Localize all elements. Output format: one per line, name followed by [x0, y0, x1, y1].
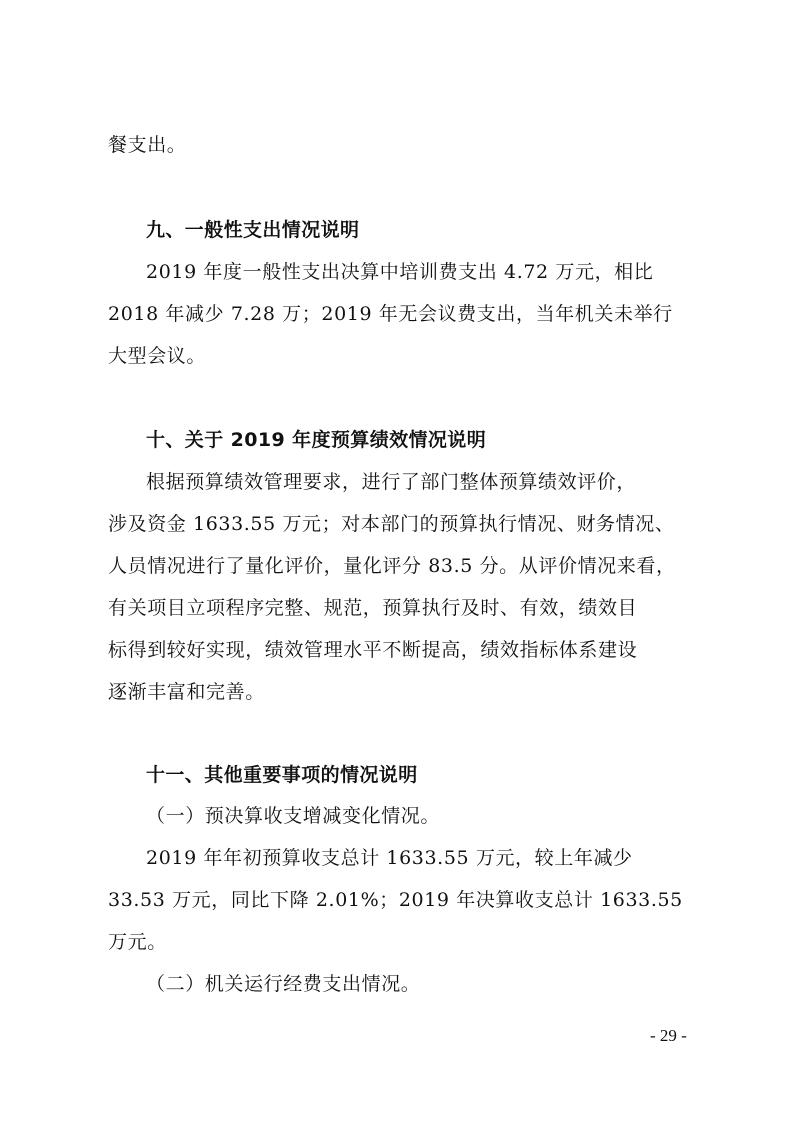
text-line: 2018 年减少 7.28 万；2019 年无会议费支出，当年机关未举行: [108, 303, 673, 325]
text-line: 餐支出。: [108, 134, 187, 156]
text-line: 2019 年度一般性支出决算中培训费支出 4.72 万元，相比: [146, 261, 654, 283]
section-heading-9: 九、一般性支出情况说明: [146, 219, 360, 241]
text-line: 涉及资金 1633.55 万元；对本部门的预算执行情况、财务情况、: [108, 513, 675, 535]
text-line: 大型会议。: [108, 345, 207, 367]
text-line: 有关项目立项程序完整、规范，预算执行及时、有效，绩效目: [108, 597, 638, 619]
text-line: 万元。: [108, 931, 167, 953]
text-line: 标得到较好实现，绩效管理水平不断提高，绩效指标体系建设: [108, 639, 638, 661]
text-line: 逐渐丰富和完善。: [108, 681, 265, 703]
subheading-2: （二）机关运行经费支出情况。: [146, 973, 421, 995]
text-line: 2019 年年初预算收支总计 1633.55 万元，较上年减少: [146, 847, 633, 869]
text-line: 33.53 万元，同比下降 2.01%；2019 年决算收支总计 1633.55: [108, 889, 683, 911]
subheading-1: （一）预决算收支增减变化情况。: [146, 805, 441, 827]
section-heading-11: 十一、其他重要事项的情况说明: [146, 764, 418, 786]
page-number: - 29 -: [650, 1026, 687, 1045]
text-line: 根据预算绩效管理要求，进行了部门整体预算绩效评价，: [146, 471, 637, 493]
text-line: 人员情况进行了量化评价，量化评分 83.5 分。从评价情况来看，: [108, 555, 676, 577]
section-heading-10: 十、关于 2019 年度预算绩效情况说明: [146, 429, 487, 451]
